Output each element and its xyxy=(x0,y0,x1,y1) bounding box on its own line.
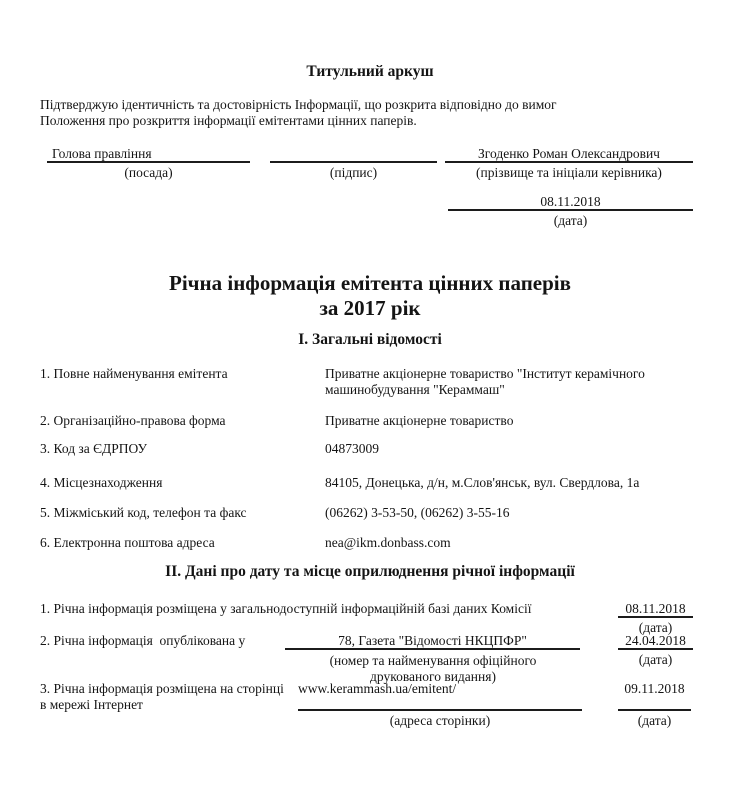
signature-date-value: 08.11.2018 xyxy=(540,194,601,209)
pub-row2-date: 24.04.2018 xyxy=(625,633,686,648)
pub-row3-date-caption: (дата) xyxy=(637,713,672,728)
signature-date-caption: (дата) xyxy=(553,213,588,228)
signature-head-name: Згоденко Роман Олександрович xyxy=(478,146,660,161)
signature-date-line xyxy=(448,209,693,211)
signature-sign-line xyxy=(270,161,437,163)
pub-row3-url-line xyxy=(298,709,582,711)
pub-row3-date: 09.11.2018 xyxy=(624,681,685,696)
pub-row2-publication-line xyxy=(285,648,580,650)
info-label-4: 4. Місцезнаходження xyxy=(40,475,163,490)
pub-row1-date: 08.11.2018 xyxy=(625,601,686,616)
pub-row1-label: 1. Річна інформація розміщена у загальнодоступній інформаційній базі даних Комісії xyxy=(40,601,532,616)
info-value-3: 04873009 xyxy=(325,441,379,456)
pub-row3-url: www.kerammash.ua/emitent/ xyxy=(298,681,457,696)
info-label-2: 2. Організаційно-правова форма xyxy=(40,413,226,428)
main-title-line1: Річна інформація емітента цінних паперів xyxy=(169,271,571,295)
signature-name-line xyxy=(445,161,693,163)
info-value-6: nea@ikm.donbass.com xyxy=(325,535,451,550)
pub-row2-date-line xyxy=(618,648,693,650)
section1-heading: І. Загальні відомості xyxy=(298,331,442,348)
info-value-1: Приватне акціонерне товариство "Інститут керамічного машинобудування "Кераммаш" xyxy=(325,366,645,397)
pub-row3-date-line xyxy=(618,709,691,711)
pub-row3-label: 3. Річна інформація розміщена на сторінці в мережі Інтернет xyxy=(40,681,284,712)
signature-position-caption: (посада) xyxy=(124,165,173,180)
signature-position-value: Голова правління xyxy=(52,146,152,161)
pub-row3-url-caption: (адреса сторінки) xyxy=(389,713,491,728)
info-value-2: Приватне акціонерне товариство xyxy=(325,413,514,428)
pub-row2-publication-caption: (номер та найменування офіційного друкованого видання) xyxy=(329,653,537,684)
info-label-3: 3. Код за ЄДРПОУ xyxy=(40,441,148,456)
signature-sign-caption: (підпис) xyxy=(329,165,378,180)
intro-paragraph: Підтверджую ідентичність та достовірність Інформації, що розкрита відповідно до вимог Положення про розкриття інформації емітентами цінних паперів. xyxy=(40,97,557,128)
pub-row2-publication: 78, Газета "Відомості НКЦПФР" xyxy=(338,633,527,648)
pub-row2-date-caption: (дата) xyxy=(638,652,673,667)
pub-row1-date-caption: (дата) xyxy=(638,620,673,635)
info-value-4: 84105, Донецька, д/н, м.Слов'янськ, вул. Свердлова, 1а xyxy=(325,475,640,490)
pub-row1-date-line xyxy=(618,616,693,618)
section2-heading: ІІ. Дані про дату та місце оприлюднення річної інформації xyxy=(165,563,575,580)
info-value-5: (06262) 3-53-50, (06262) 3-55-16 xyxy=(325,505,510,520)
info-label-1: 1. Повне найменування емітента xyxy=(40,366,228,381)
info-label-5: 5. Міжміський код, телефон та факс xyxy=(40,505,247,520)
main-title xyxy=(0,271,740,321)
main-title-line2: за 2017 рік xyxy=(319,296,421,320)
doc-title: Титульний аркуш xyxy=(306,63,434,80)
signature-name-caption: (прізвище та ініціали керівника) xyxy=(476,165,662,180)
info-label-6: 6. Електронна поштова адреса xyxy=(40,535,215,550)
signature-position-line xyxy=(47,161,250,163)
pub-row2-label: 2. Річна інформація опублікована у xyxy=(40,633,246,648)
